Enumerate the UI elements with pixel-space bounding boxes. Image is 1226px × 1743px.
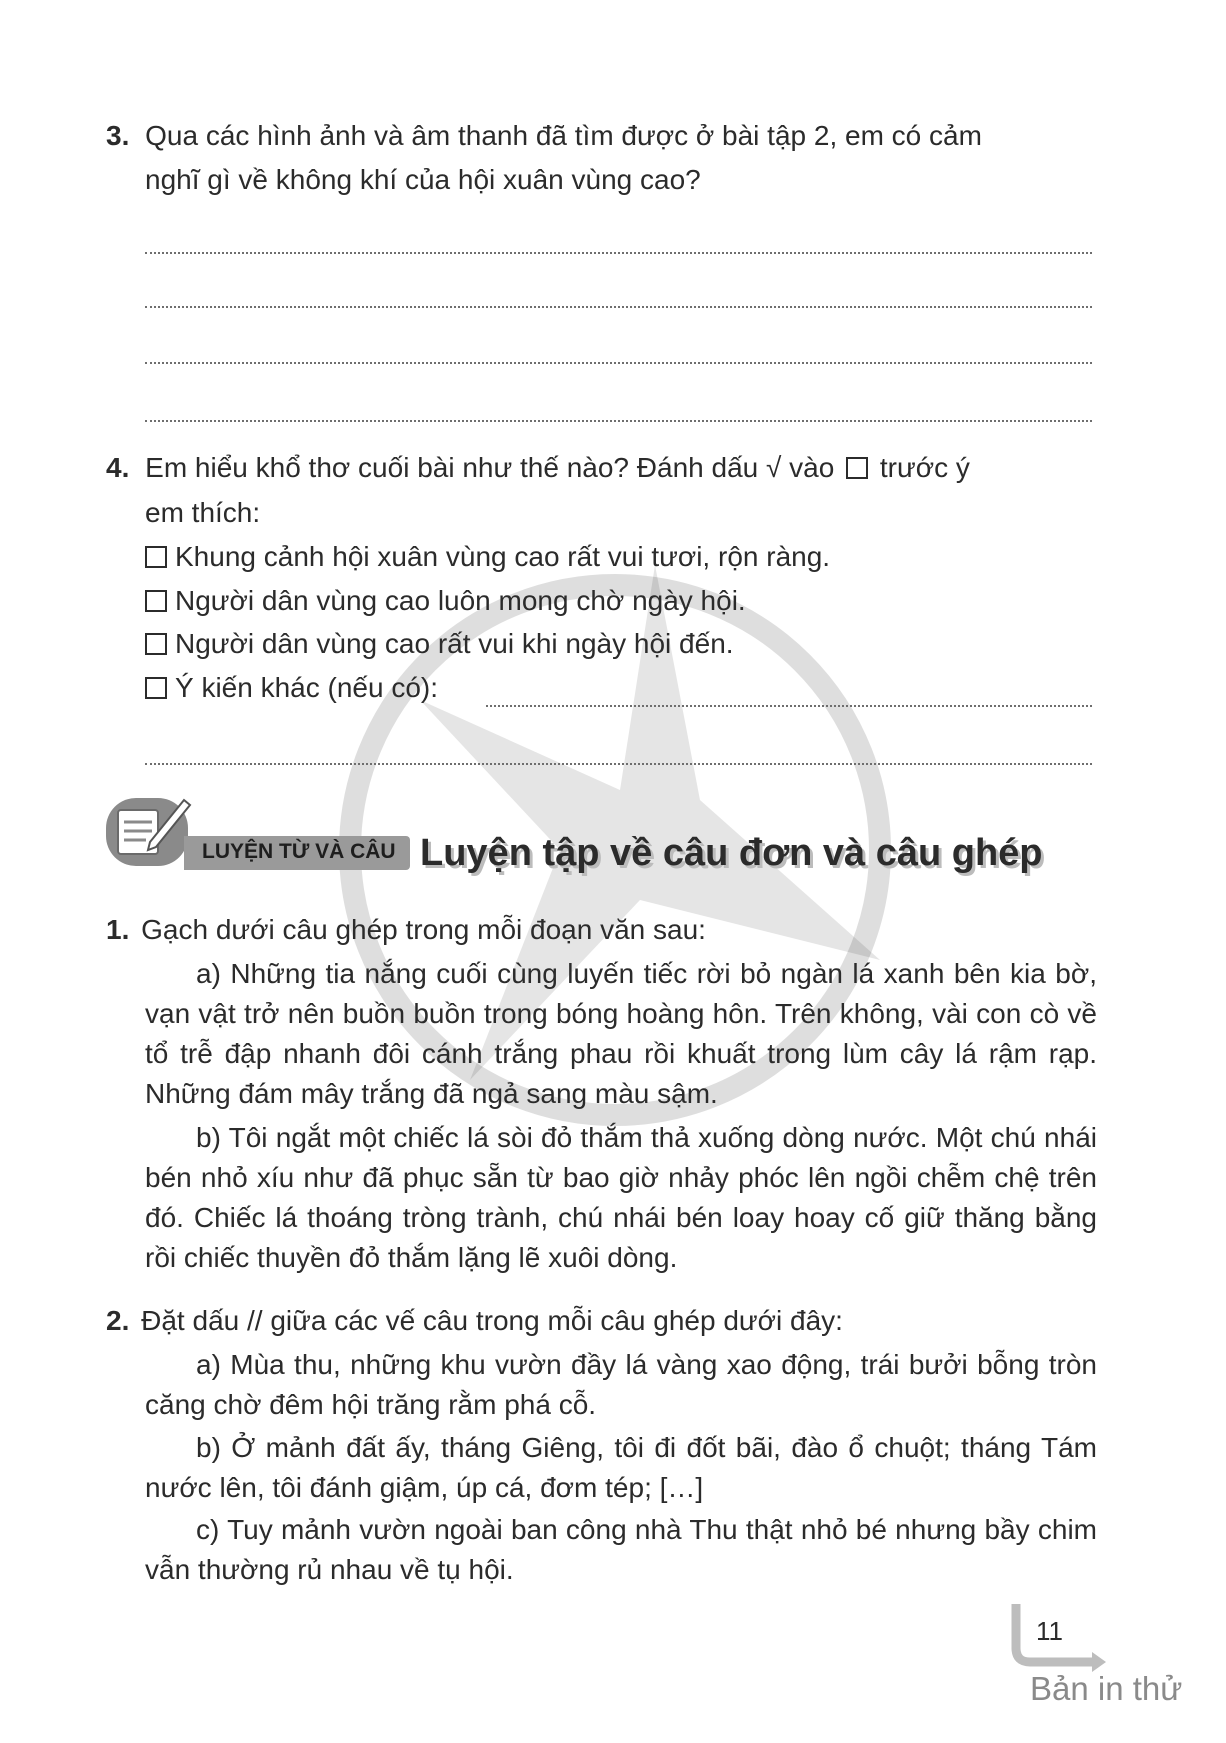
question-4-line-2: em thích: [145,497,261,528]
question-3 [106,120,982,152]
exercise-prompt: Đặt dấu // giữa các vế câu trong mỗi câu ghép dưới đây: [141,1305,843,1336]
question-text: Qua các hình ảnh và âm thanh đã tìm được ở bài tập 2, em có cảm [145,120,982,151]
answer-line[interactable] [145,420,1092,422]
exercise-2 [106,1305,843,1337]
question-number: 4. [106,452,130,483]
option-label: Người dân vùng cao luôn mong chờ ngày hội. [175,585,746,616]
option-label: Người dân vùng cao rất vui khi ngày hội đến. [175,628,734,659]
answer-line[interactable] [145,252,1092,254]
exercise-number: 2. [106,1305,130,1336]
question-number: 3. [106,120,130,151]
section-title: Luyện tập về câu đơn và câu ghép [420,832,1043,874]
sentence-b: b) Ở mảnh đất ấy, tháng Giêng, tôi đi đốt bãi, đào ổ chuột; tháng Tám nước lên, tôi đánh giậm, úp cá, đơm tép; […] [145,1432,1097,1503]
option-item[interactable] [145,628,734,660]
question-text-end: trước ý [879,452,970,483]
answer-line[interactable] [486,705,1092,707]
answer-line[interactable] [145,763,1092,765]
question-4 [106,452,970,484]
question-text: Em hiểu khổ thơ cuối bài như thế nào? Đánh dấu √ vào [145,452,835,483]
notebook-pencil-icon [104,790,194,870]
question-3-line-2: nghĩ gì về không khí của hội xuân vùng cao? [145,164,701,195]
exercise-prompt: Gạch dưới câu ghép trong mỗi đoạn văn sau: [141,914,706,945]
section-tag [184,836,410,870]
exercise-number: 1. [106,914,130,945]
option-item[interactable] [145,672,438,704]
page-number: 11 [1036,1616,1063,1646]
checkbox[interactable] [145,633,167,655]
passage-a: a) Những tia nắng cuối cùng luyến tiếc rời bỏ ngàn lá xanh bên kia bờ, vạn vật trở nên buồn buồn trong bóng hoàng hôn. Trên không, vài con cò về tổ trễ đập nhanh đôi cánh trắng phau rồi khuất trong lùm cây lá rậm rạp. Những đám mây trắng đã ngả sang màu sậm. [145,958,1097,1109]
checkbox[interactable] [145,546,167,568]
answer-line[interactable] [145,362,1092,364]
exercise-1 [106,914,706,946]
option-label: Khung cảnh hội xuân vùng cao rất vui tươi, rộn ràng. [175,541,831,572]
option-item[interactable] [145,585,746,617]
passage-b: b) Tôi ngắt một chiếc lá sòi đỏ thắm thả xuống dòng nước. Một chú nhái bén nhỏ xíu như đã phục sẵn từ bao giờ nhảy phóc lên ngồi chễm chệ trên đó. Chiếc lá thoáng tròng trành, chú nhái bén loay hoay cố giữ thăng bằng rồi chiếc thuyền đỏ thắm lặng lẽ xuôi dòng. [145,1122,1097,1273]
answer-line[interactable] [145,306,1092,308]
draft-label: Bản in thử [1030,1670,1183,1707]
sentence-c: c) Tuy mảnh vườn ngoài ban công nhà Thu thật nhỏ bé nhưng bầy chim vẫn thường rủ nhau về tụ hội. [145,1514,1097,1585]
section-tag-label: LUYỆN TỪ VÀ CÂU [202,840,396,863]
sentence-a: a) Mùa thu, những khu vườn đầy lá vàng xao động, trái bưởi bỗng tròn căng chờ đêm hội trăng rằm phá cỗ. [145,1349,1097,1420]
checkbox-icon [846,457,868,479]
option-label: Ý kiến khác (nếu có): [175,672,439,703]
checkbox[interactable] [145,590,167,612]
option-item[interactable] [145,541,830,573]
checkbox[interactable] [145,677,167,699]
